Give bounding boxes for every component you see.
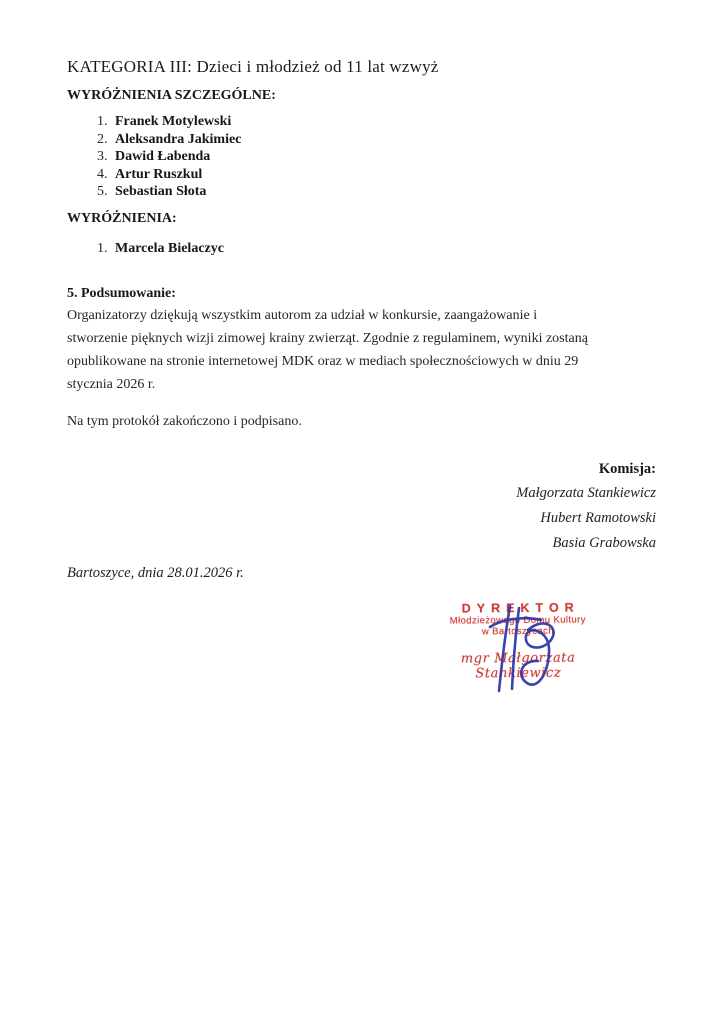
- category-heading: KATEGORIA III: Dzieci i młodzież od 11 lat wzwyż: [67, 57, 439, 76]
- place-and-date: Bartoszyce, dnia 28.01.2026 r.: [67, 565, 244, 581]
- stamp-signatory-name: mgr Małgorzata Stankiewicz: [460, 650, 576, 682]
- commission-block: [67, 457, 667, 556]
- commission-member: Hubert Ramotowski: [540, 510, 656, 526]
- summary-paragraph: [67, 304, 667, 396]
- list-item: 3. Dawid Łabenda: [111, 148, 667, 166]
- summary-line: Organizatorzy dziękują wszystkim autorom za udział w konkursie, zaangażowanie i: [67, 308, 538, 323]
- list-item: 5. Sebastian Słota: [111, 183, 667, 201]
- stamp-title: DYREKTOR: [461, 600, 580, 616]
- list-item: 4. Artur Ruszkul: [111, 166, 667, 184]
- list-item: 1. Marcela Bielaczyc: [111, 240, 667, 258]
- commission-member: Małgorzata Stankiewicz: [516, 485, 656, 501]
- stamp-organization-line: w Bartoszycach: [481, 625, 555, 638]
- summary-heading: 5. Podsumowanie:: [67, 286, 176, 301]
- distinctions-heading: WYRÓŻNIENIA:: [67, 210, 177, 226]
- closing-line: Na tym protokół zakończono i podpisano.: [67, 414, 302, 429]
- summary-line: opublikowane na stronie internetowej MDK oraz w mediach społecznościowych w dniu 29: [67, 354, 579, 369]
- list-item: 1. Franek Motylewski: [111, 113, 667, 131]
- stamp-organization-line: Młodzieżowego Domu Kultury: [449, 614, 586, 627]
- commission-member: Basia Grabowska: [552, 535, 656, 551]
- handwritten-signature: [486, 603, 566, 697]
- special-distinctions-list: [67, 113, 667, 201]
- summary-line: stycznia 2026 r.: [67, 377, 156, 392]
- document-content: [67, 56, 667, 583]
- commission-heading: Komisja:: [598, 461, 656, 477]
- summary-line: stworzenie pięknych wizji zimowej krainy zwierząt. Zgodnie z regulaminem, wyniki zostaną: [67, 331, 588, 346]
- list-item: 2. Aleksandra Jakimiec: [111, 131, 667, 149]
- special-distinctions-heading: WYRÓŻNIENIA SZCZEGÓLNE:: [67, 88, 276, 103]
- distinctions-list: [67, 240, 667, 258]
